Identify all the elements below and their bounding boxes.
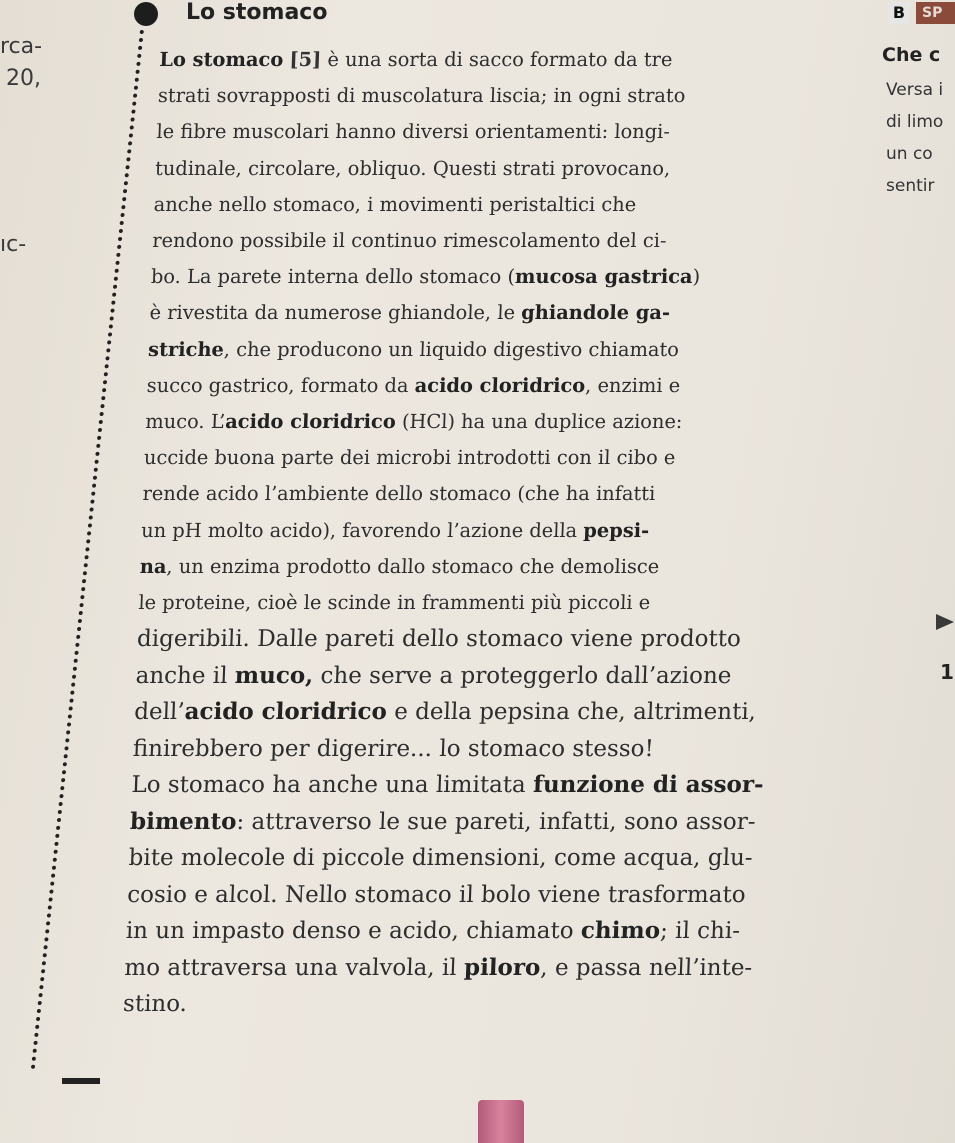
- sidebar-line: Versa i: [886, 80, 944, 100]
- text-line: Lo stomaco ha anche una limitata funzione di assor-: [130, 771, 765, 799]
- page-bookmark-tab: [478, 1100, 524, 1143]
- sidebar-line: di limo: [886, 112, 944, 132]
- text-line: striche, che producono un liquido digestivo chiamato: [147, 337, 680, 361]
- section-tag-b: B: [888, 2, 910, 24]
- text-line: finirebbero per digerire... lo stomaco stesso!: [132, 735, 655, 762]
- margin-fragment: rca-: [0, 34, 43, 59]
- sidebar-line: sentir: [886, 176, 935, 196]
- sidebar-number: 1: [940, 660, 954, 684]
- section-tag-sp: SP: [916, 2, 955, 24]
- text-line: bimento: attraverso le sue pareti, infatti, sono assor-: [129, 807, 757, 835]
- text-line: un pH molto acido), favorendo l’azione della pepsi-: [140, 518, 650, 542]
- left-margin: [0, 0, 60, 1143]
- body-text: [122, 42, 860, 1023]
- text-line: è rivestita da numerose ghiandole, le ghiandole ga-: [149, 301, 671, 325]
- text-line: le fibre muscolari hanno diversi orientamenti: longi-: [156, 120, 671, 144]
- text-line: na, un enzima prodotto dallo stomaco che demolisce: [139, 554, 660, 578]
- sidebar-heading: Che c: [882, 44, 941, 66]
- text-line: cosio e alcol. Nello stomaco il bolo viene trasformato: [126, 881, 747, 908]
- text-line: stino.: [122, 991, 188, 1018]
- text-line: dell’acido cloridrico e della pepsina che, altrimenti,: [133, 698, 757, 726]
- text-line: rendono possibile il continuo rimescolamento del ci-: [151, 229, 667, 253]
- text-line: bite molecole di piccole dimensioni, come acqua, glu-: [128, 845, 754, 872]
- title-bullet-icon: [134, 2, 158, 26]
- text-line: anche nello stomaco, i movimenti peristaltici che: [153, 192, 637, 216]
- text-line: in un impasto denso e acido, chiamato chimo; il chi-: [125, 917, 741, 945]
- text-line: uccide buona parte dei microbi introdotti con il cibo e: [143, 446, 676, 470]
- text-line: digeribili. Dalle pareti dello stomaco viene prodotto: [136, 626, 742, 653]
- page-title: Lo stomaco: [186, 0, 328, 25]
- end-marker: [62, 1078, 100, 1084]
- sidebar-line: un co: [886, 144, 933, 164]
- text-line: rende acido l’ambiente dello stomaco (che ha infatti: [142, 482, 656, 506]
- text-line: strati sovrapposti di muscolatura liscia; in ogni strato: [157, 84, 686, 108]
- text-line: le proteine, cioè le scinde in frammenti più piccoli e: [138, 591, 651, 615]
- text-line: anche il muco, che serve a proteggerlo dall’azione: [135, 661, 732, 689]
- text-line: tudinale, circolare, obliquo. Questi strati provocano,: [154, 156, 671, 180]
- text-line: Lo stomaco [5] è una sorta di sacco formato da tre: [158, 48, 673, 71]
- margin-fragment: 20,: [6, 66, 41, 91]
- text-line: mo attraversa una valvola, il piloro, e passa nell’inte-: [123, 953, 753, 981]
- play-arrow-icon: [936, 614, 954, 630]
- text-line: bo. La parete interna dello stomaco (mucosa gastrica): [150, 265, 701, 289]
- text-line: succo gastrico, formato da acido cloridrico, enzimi e: [146, 373, 681, 397]
- text-line: muco. L’acido cloridrico (HCl) ha una duplice azione:: [144, 410, 683, 434]
- margin-fragment: ıc-: [0, 232, 27, 257]
